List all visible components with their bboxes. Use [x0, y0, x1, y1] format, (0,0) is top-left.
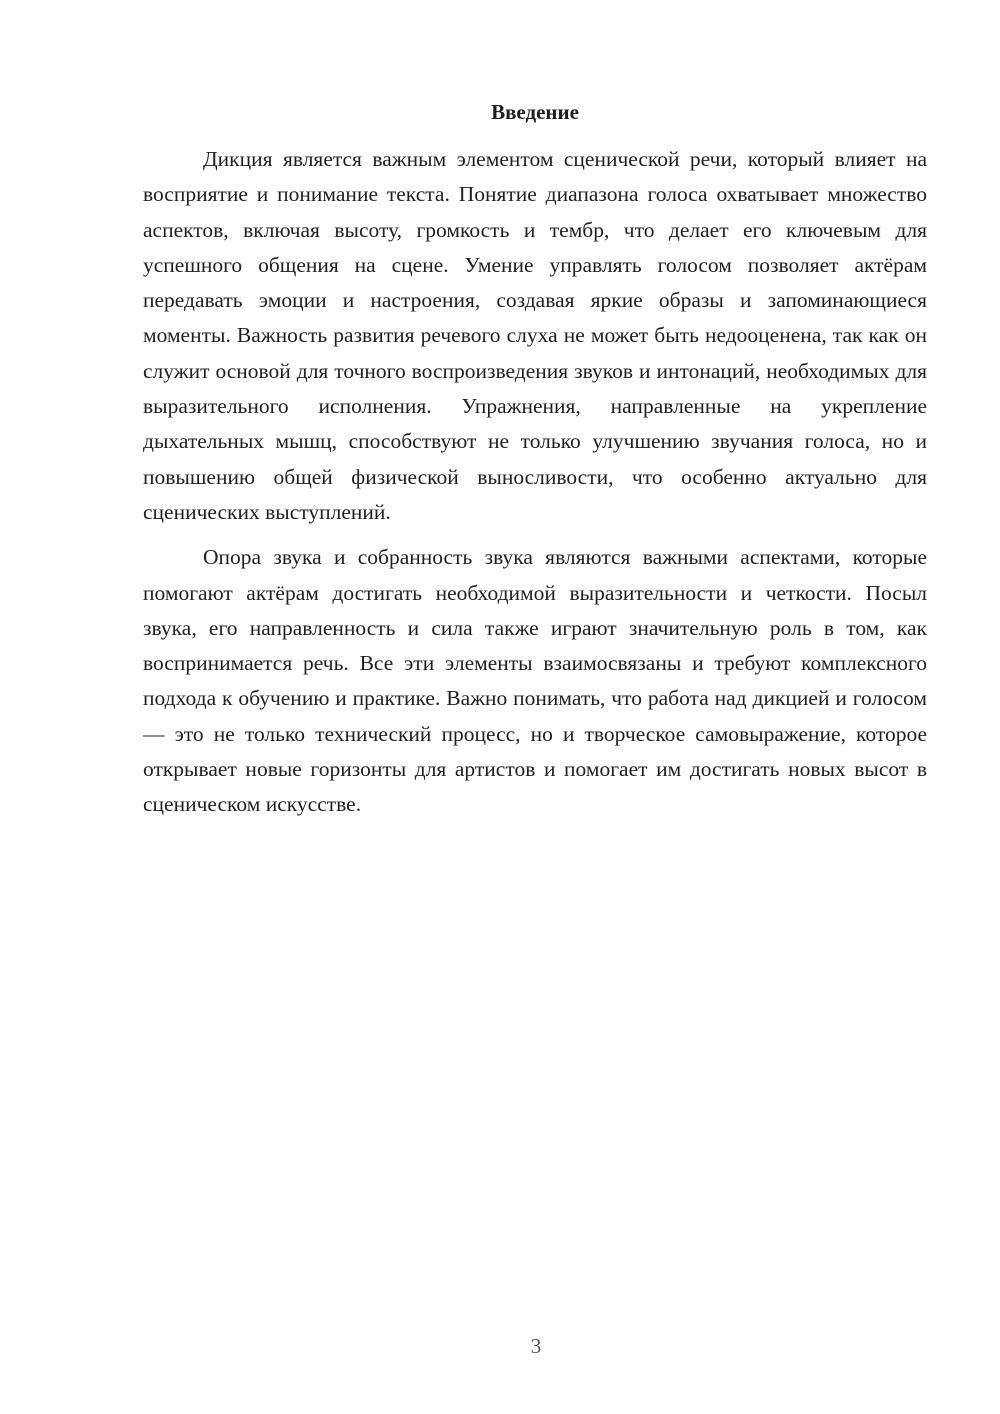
page-number: 3 [530, 1334, 542, 1358]
page-title: Введение [491, 100, 579, 124]
paragraph-2: Опора звука и собранность звука являются важными аспектами, которые помогают актёрам достигать необходимой выразительности и четкости. Посыл звука, его направленность и сила также играют значительную роль в том, как воспринимается речь. Все эти элементы взаимосвязаны и требуют комплексного подхода к обучению и практике. Важно понимать, что работа над дикцией и голосом — это не только технический процесс, но и творческое самовыражение, которое открывает новые горизонты для артистов и помогает им достигать новых высот в сценическом искусстве. [143, 545, 927, 817]
document-body [143, 142, 927, 823]
paragraph-1: Дикция является важным элементом сценической речи, который влияет на восприятие и понимание текста. Понятие диапазона голоса охватывает множество аспектов, включая высоту, громкость и тембр, что делает его ключевым для успешного общения на сцене. Умение управлять голосом позволяет актёрам передавать эмоции и настроения, создавая яркие образы и запоминающиеся моменты. Важность развития речевого слуха не может быть недооценена, так как он служит основой для точного воспроизведения звуков и интонаций, необходимых для выразительного исполнения. Упражнения, направленные на укрепление дыхательных мышц, способствуют не только улучшению звучания голоса, но и повышению общей физической выносливости, что особенно актуально для сценических выступлений. [143, 147, 927, 524]
